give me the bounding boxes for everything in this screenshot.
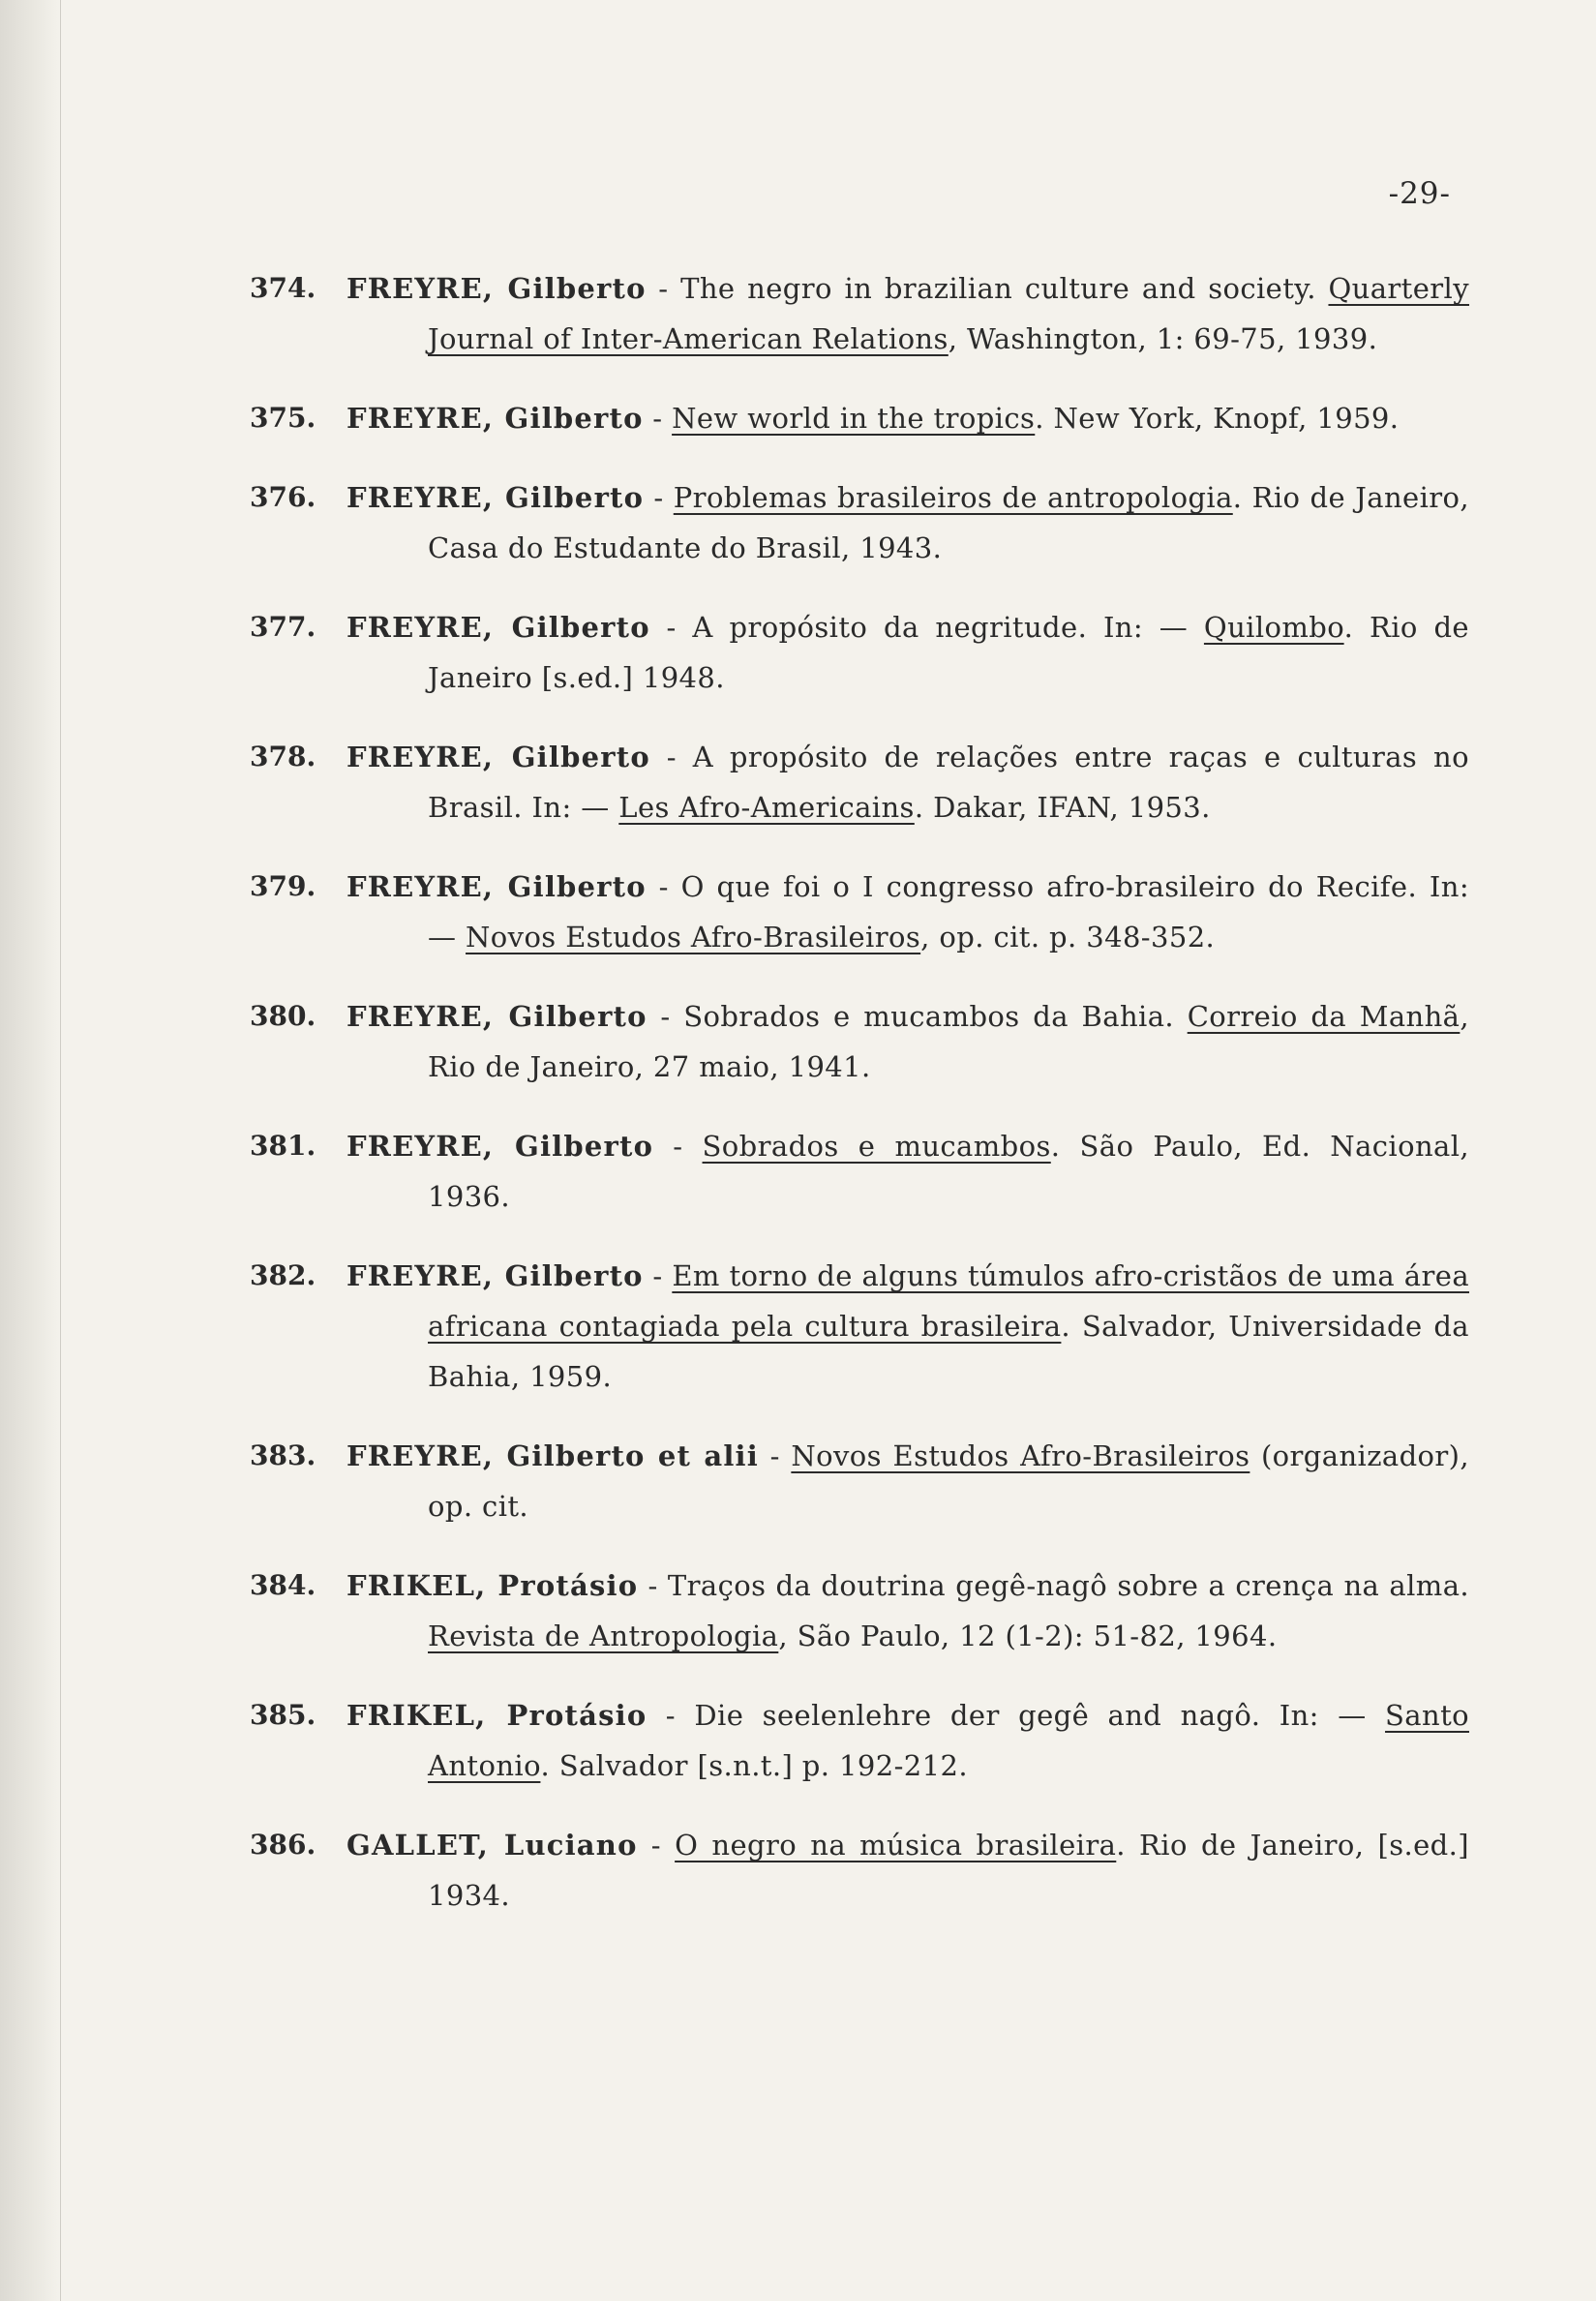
- entry-number: 379.: [250, 870, 316, 902]
- entry-text: FREYRE, Gilberto - Sobrados e mucambos. São Paulo, Ed. Nacional, 1936.: [346, 1130, 1469, 1213]
- entry-title: Die seelenlehre der gegê and nagô.: [694, 1699, 1261, 1732]
- entry-title: O que foi o I congresso afro-brasileiro do Recife.: [680, 870, 1418, 903]
- entry-number: 381.: [250, 1130, 316, 1162]
- entry-title: O negro na música brasileira: [675, 1829, 1117, 1862]
- entry-number: 380.: [250, 1000, 316, 1032]
- entry-journal: Correio da Manhã: [1187, 1000, 1460, 1033]
- entry-text: FRIKEL, Protásio - Die seelenlehre der gegê and nagô. In: — Santo Antonio. Salvador [s.n.t.] p. 192-212.: [346, 1699, 1469, 1782]
- entry-number: 378.: [250, 741, 316, 772]
- entry-author: FREYRE, Gilberto: [346, 1130, 654, 1163]
- entry-text: FREYRE, Gilberto - Sobrados e mucambos da Bahia. Correio da Manhã, Rio de Janeiro, 27 maio, 1941.: [346, 1000, 1469, 1083]
- entry-author: FREYRE, Gilberto et alii: [346, 1439, 759, 1472]
- entry-author: FREYRE, Gilberto: [346, 402, 644, 435]
- bibliography-entry: [250, 1431, 1469, 1531]
- entry-imprint: São Paulo, Ed. Nacional, 1936.: [428, 1130, 1469, 1213]
- entry-title: Traços da doutrina gegê-nagô sobre a crença na alma.: [667, 1569, 1470, 1602]
- entry-in-title: Quilombo: [1203, 611, 1344, 644]
- entry-imprint: Salvador, Universidade da Bahia, 1959.: [428, 1310, 1469, 1393]
- entry-text: FREYRE, Gilberto et alii - Novos Estudos Afro-Brasileiros (organizador), op. cit.: [346, 1439, 1469, 1523]
- entry-author: FRIKEL, Protásio: [346, 1569, 639, 1602]
- entry-title: Sobrados e mucambos da Bahia.: [683, 1000, 1175, 1033]
- entry-imprint: (organizador), op. cit.: [428, 1439, 1469, 1523]
- entry-imprint: Rio de Janeiro, [s.ed.] 1934.: [428, 1829, 1469, 1912]
- entry-title: Novos Estudos Afro-Brasileiros: [791, 1439, 1250, 1472]
- entry-number: 375.: [250, 402, 316, 434]
- entry-author: FREYRE, Gilberto: [346, 870, 647, 903]
- bibliography-entry: [250, 393, 1469, 443]
- entry-imprint: Salvador [s.n.t.] p. 192-212.: [558, 1749, 968, 1782]
- entry-imprint: Dakar, IFAN, 1953.: [933, 791, 1211, 824]
- entry-author: FREYRE, Gilberto: [346, 272, 647, 305]
- entry-imprint: Rio de Janeiro, Casa do Estudante do Brasil, 1943.: [428, 481, 1470, 564]
- entry-number: 374.: [250, 272, 316, 304]
- entry-imprint: Rio de Janeiro [s.ed.] 1948.: [428, 611, 1469, 694]
- bibliography-entry: [250, 1690, 1469, 1791]
- entry-title: Sobrados e mucambos: [702, 1130, 1051, 1163]
- entry-title: A propósito da negritude.: [692, 611, 1088, 644]
- entry-in-title: Santo Antonio: [428, 1699, 1469, 1782]
- entry-in-label: In: —: [428, 870, 1470, 954]
- entry-author: FREYRE, Gilberto: [346, 741, 650, 773]
- bibliography-entry: [250, 1820, 1469, 1921]
- entry-in-label: In: —: [531, 791, 610, 824]
- entry-title: A propósito de relações entre raças e culturas no Brasil.: [428, 741, 1469, 824]
- entry-text: FREYRE, Gilberto - A propósito da negritude. In: — Quilombo. Rio de Janeiro [s.ed.] 1948.: [346, 611, 1469, 694]
- entry-text: FREYRE, Gilberto - New world in the tropics. New York, Knopf, 1959.: [346, 402, 1400, 435]
- entry-text: FREYRE, Gilberto - Problemas brasileiros de antropologia. Rio de Janeiro, Casa do Estudante do Brasil, 1943.: [346, 481, 1470, 564]
- page-number: -29-: [1388, 176, 1451, 211]
- entry-text: GALLET, Luciano - O negro na música brasileira. Rio de Janeiro, [s.ed.] 1934.: [346, 1829, 1469, 1912]
- entry-text: FREYRE, Gilberto - The negro in brazilian culture and society. Quarterly Journal of Inter-American Relations, Washington, 1: 69-75, 1939.: [346, 272, 1470, 355]
- entry-author: GALLET, Luciano: [346, 1829, 638, 1862]
- entry-text: FREYRE, Gilberto - Em torno de alguns túmulos afro-cristãos de uma área africana contagiada pela cultura brasileira. Salvador, Universidade da Bahia, 1959.: [346, 1259, 1470, 1393]
- bibliography-entry: [250, 263, 1469, 364]
- entry-number: 376.: [250, 481, 316, 513]
- entry-in-label: In: —: [1279, 1699, 1367, 1732]
- entry-journal: Revista de Antropologia: [428, 1620, 779, 1652]
- entry-author: FREYRE, Gilberto: [346, 481, 645, 514]
- bibliography-entry: [250, 732, 1469, 833]
- entry-in-title: Novos Estudos Afro-Brasileiros: [466, 921, 921, 954]
- bibliography-entry: [250, 1560, 1469, 1661]
- entry-number: 386.: [250, 1829, 316, 1861]
- entry-number: 383.: [250, 1439, 316, 1471]
- bibliography-entry: [250, 602, 1469, 703]
- entry-imprint: Rio de Janeiro, 27 maio, 1941.: [428, 1050, 871, 1083]
- entry-text: FREYRE, Gilberto - O que foi o I congresso afro-brasileiro do Recife. In: — Novos Estudos Afro-Brasileiros, op. cit. p. 348-352.: [346, 870, 1470, 954]
- entry-author: FREYRE, Gilberto: [346, 1000, 647, 1033]
- entry-imprint: New York, Knopf, 1959.: [1053, 402, 1400, 435]
- entry-number: 377.: [250, 611, 316, 643]
- entry-author: FREYRE, Gilberto: [346, 1259, 644, 1292]
- bibliography-entry: [250, 862, 1469, 962]
- entry-title: Em torno de alguns túmulos afro-cristãos de uma área africana contagiada pela cultura brasileira: [428, 1259, 1470, 1343]
- entry-text: FRIKEL, Protásio - Traços da doutrina gegê-nagô sobre a crença na alma. Revista de Antropologia, São Paulo, 12 (1-2): 51-82, 1964.: [346, 1569, 1470, 1652]
- entry-title: Problemas brasileiros de antropologia: [673, 481, 1233, 514]
- bibliography-entry: [250, 991, 1469, 1092]
- entry-journal: Quarterly Journal of Inter-American Relations: [428, 272, 1470, 355]
- entry-text: FREYRE, Gilberto - A propósito de relações entre raças e culturas no Brasil. In: — Les Afro-Americains. Dakar, IFAN, 1953.: [346, 741, 1469, 824]
- bibliography-entry: [250, 472, 1469, 573]
- entry-title: The negro in brazilian culture and society.: [680, 272, 1316, 305]
- entry-number: 382.: [250, 1259, 316, 1291]
- entry-title: New world in the tropics: [672, 402, 1036, 435]
- bibliography-list: [250, 263, 1469, 1950]
- entry-author: FRIKEL, Protásio: [346, 1699, 647, 1732]
- entry-number: 384.: [250, 1569, 316, 1601]
- entry-imprint: Washington, 1: 69-75, 1939.: [967, 322, 1378, 355]
- bibliography-entry: [250, 1121, 1469, 1222]
- page-binding-shadow: [0, 0, 61, 2301]
- bibliography-entry: [250, 1251, 1469, 1402]
- entry-author: FREYRE, Gilberto: [346, 611, 650, 644]
- entry-imprint: op. cit. p. 348-352.: [939, 921, 1216, 954]
- entry-in-label: In: —: [1102, 611, 1189, 644]
- entry-imprint: São Paulo, 12 (1-2): 51-82, 1964.: [797, 1620, 1278, 1652]
- entry-number: 385.: [250, 1699, 316, 1731]
- entry-in-title: Les Afro-Americains: [618, 791, 915, 824]
